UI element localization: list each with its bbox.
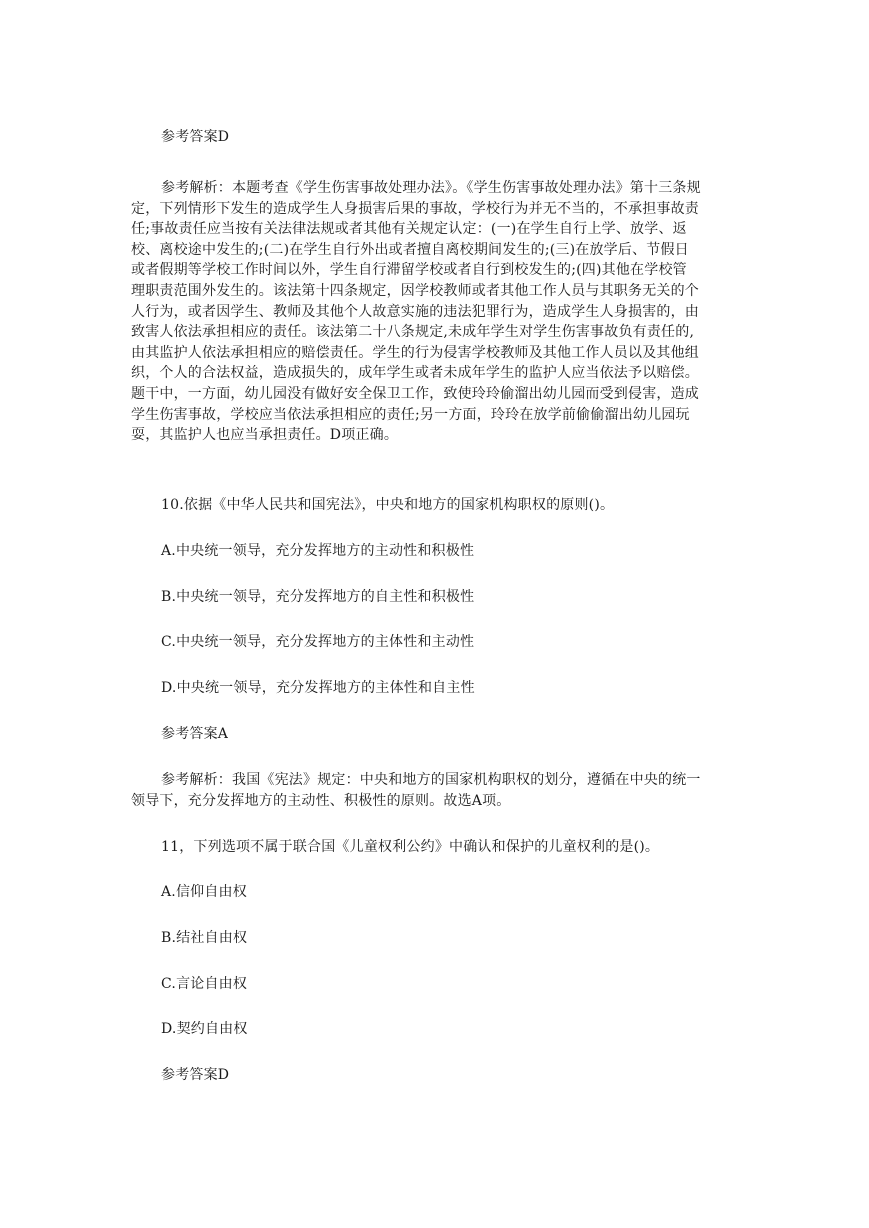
- question-11: 11，下列选项不属于联合国《儿童权利公约》中确认和保护的儿童权利的是()。: [161, 839, 660, 855]
- answer-q10: 参考答案A: [161, 726, 229, 742]
- q11-option-c: C.言论自由权: [161, 976, 248, 992]
- answer-q11: 参考答案D: [161, 1067, 230, 1083]
- analysis-q9-line: 校、离校途中发生的;(二)在学生自行外出或者擅自离校期间发生的;(三)在放学后、节假日: [131, 241, 689, 258]
- q10-option-d: D.中央统一领导，充分发挥地方的主体性和自主性: [161, 680, 475, 696]
- analysis-q9-line: 任;事故责任应当按有关法律法规或者其他有关规定认定：(一)在学生自行上学、放学、返: [131, 221, 687, 238]
- analysis-q10-line: 参考解析：我国《宪法》规定：中央和地方的国家机构职权的划分，遵循在中央的统一: [161, 772, 701, 788]
- answer-q9: 参考答案D: [161, 129, 230, 145]
- q10-option-a: A.中央统一领导，充分发挥地方的主动性和积极性: [161, 543, 475, 559]
- q11-option-a: A.信仰自由权: [161, 884, 247, 900]
- analysis-q9-line: 理职责范围外发生的。该法第十四条规定，因学校教师或者其他工作人员与其职务无关的个: [131, 282, 699, 299]
- analysis-q10-line: 领导下，充分发挥地方的主动性、积极性的原则。故选A项。: [131, 792, 511, 809]
- analysis-q9-line: 由其监护人依法承担相应的赔偿责任。学生的行为侵害学校教师及其他工作人员以及其他组: [131, 344, 699, 361]
- analysis-q9-line: 或者假期等学校工作时间以外，学生自行滞留学校或者自行到校发生的;(四)其他在学校管: [131, 262, 687, 279]
- question-10: 10.依据《中华人民共和国宪法》，中央和地方的国家机构职权的原则()。: [161, 497, 615, 513]
- analysis-q9-line: 织，个人的合法权益，造成损失的，成年学生或者未成年学生的监护人应当依法予以赔偿。: [131, 365, 699, 382]
- analysis-q9-line: 题干中，一方面，幼儿园没有做好安全保卫工作，致使玲玲偷溜出幼儿园而受到侵害，造成: [131, 385, 699, 402]
- analysis-q9-line: 定，下列情形下发生的造成学生人身损害后果的事故，学校行为并无不当的，不承担事故责: [131, 200, 699, 217]
- analysis-q9-line: 耍，其监护人也应当承担责任。D项正确。: [131, 427, 399, 444]
- analysis-q9-line: 学生伤害事故，学校应当依法承担相应的责任;另一方面，玲玲在放学前偷偷溜出幼儿园玩: [131, 406, 690, 423]
- analysis-q9-line: 致害人依法承担相应的责任。该法第二十八条规定,未成年学生对学生伤害事故负有责任的,: [131, 324, 695, 341]
- q10-option-b: B.中央统一领导，充分发挥地方的自主性和积极性: [161, 589, 475, 605]
- q11-option-d: D.契约自由权: [161, 1021, 248, 1037]
- q11-option-b: B.结社自由权: [161, 930, 248, 946]
- analysis-q9: [131, 178, 741, 446]
- q10-option-c: C.中央统一领导，充分发挥地方的主体性和主动性: [161, 634, 475, 650]
- analysis-q9-line: 人行为，或者因学生、教师及其他个人故意实施的违法犯罪行为，造成学生人身损害的，由: [131, 303, 699, 320]
- analysis-q9-line: 参考解析：本题考查《学生伤害事故处理办法》。《学生伤害事故处理办法》第十三条规: [161, 180, 701, 196]
- analysis-q10: [131, 770, 741, 811]
